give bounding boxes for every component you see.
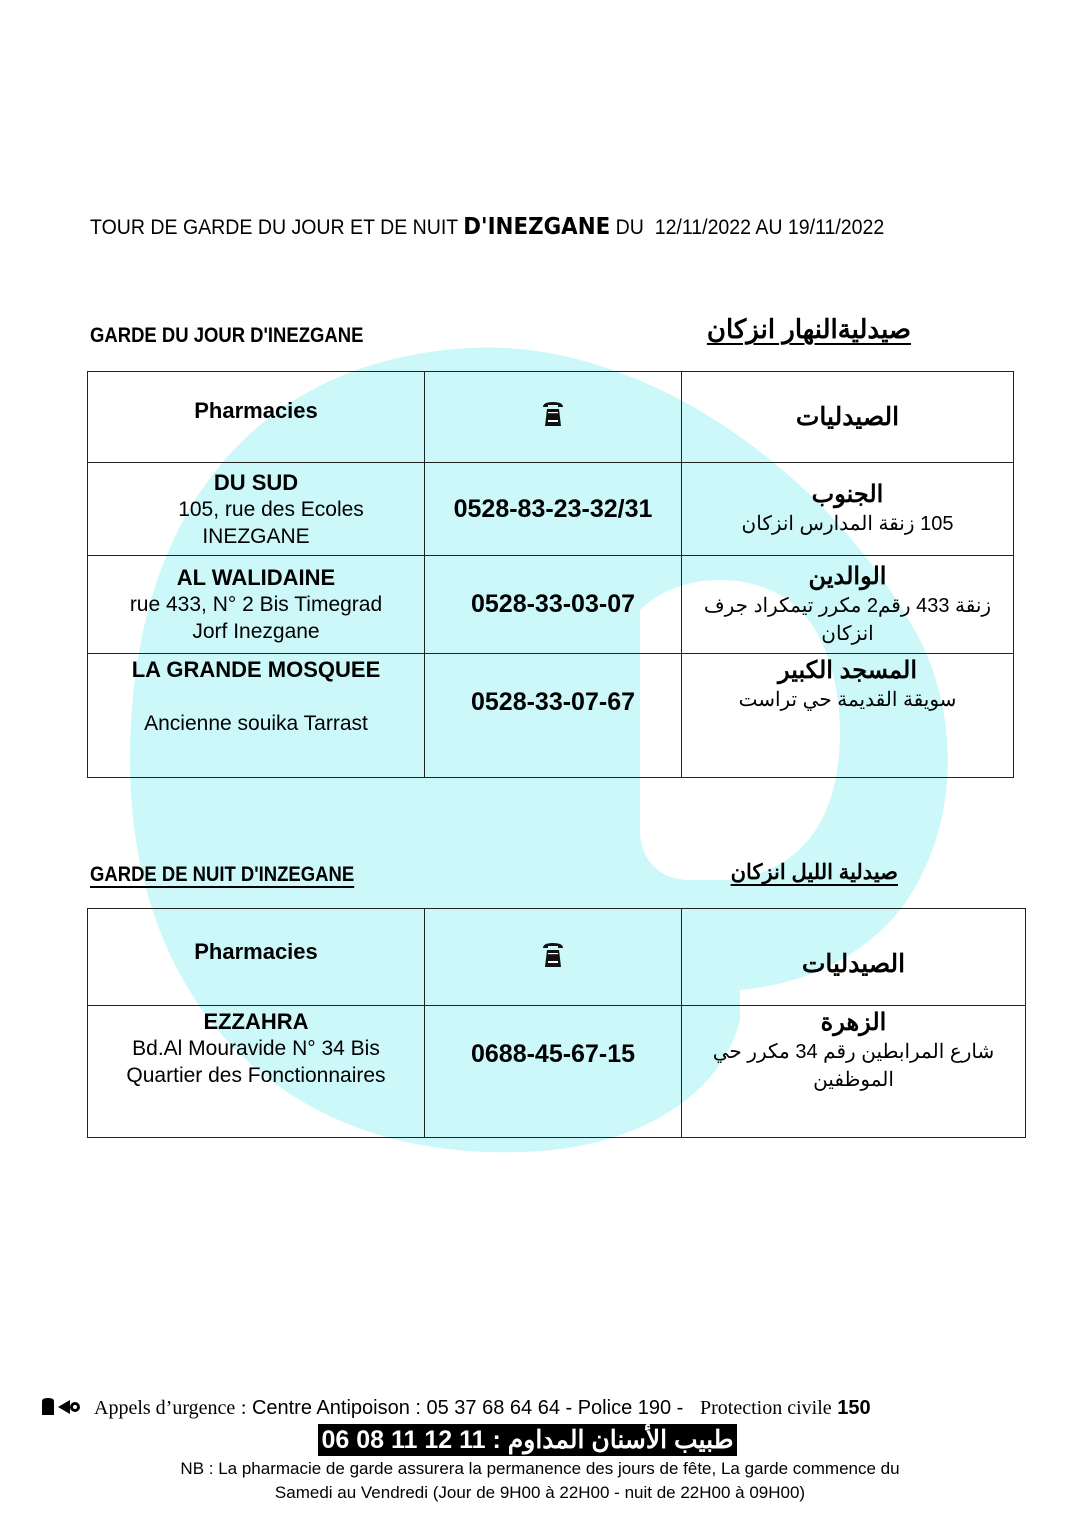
nb-note bbox=[60, 1457, 1020, 1505]
pharmacy-name-ar: الجنوب bbox=[811, 481, 884, 508]
col-header-pharmacies: Pharmacies bbox=[88, 372, 425, 463]
table-header-row bbox=[88, 372, 1014, 463]
pharmacy-cell-ar bbox=[682, 1006, 1026, 1138]
pharmacy-name-ar: الزهرة bbox=[820, 1009, 887, 1036]
pharmacy-cell-ar bbox=[682, 654, 1014, 778]
pharmacy-name-fr: LA GRANDE MOSQUEE bbox=[131, 657, 381, 682]
pharmacy-name-fr: EZZAHRA bbox=[203, 1009, 309, 1034]
nb-line-1: NB : La pharmacie de garde assurera la permanence des jours de fête, La garde commence du bbox=[180, 1459, 900, 1478]
pharmacy-address-fr: Quartier des Fonctionnaires bbox=[126, 1064, 386, 1087]
table-header-row bbox=[88, 909, 1026, 1006]
phone-cell bbox=[425, 654, 682, 778]
document-title bbox=[90, 214, 964, 240]
phone-megaphone-icon bbox=[40, 1397, 84, 1423]
dentist-banner: طبيب الأسنان المداوم : 11 12 11 08 06 bbox=[318, 1424, 737, 1456]
pharmacy-address-fr: rue 433, N° 2 Bis Timegrad bbox=[129, 593, 383, 616]
pharmacy-address-fr: INEZGANE bbox=[202, 524, 310, 548]
pharmacy-address-ar: سويقة القديمة حي تراست bbox=[738, 689, 957, 711]
protection-label: Protection civile bbox=[700, 1397, 832, 1419]
pharmacy-cell-fr bbox=[88, 556, 425, 654]
pharmacy-address-ar: 105 زنقة المدارس انزكان bbox=[741, 513, 954, 535]
pharmacy-cell-fr bbox=[88, 463, 425, 556]
title-prefix: TOUR DE GARDE DU JOUR ET DE NUIT bbox=[90, 216, 458, 239]
night-pharmacy-table bbox=[87, 908, 1026, 1138]
pharmacy-cell-ar bbox=[682, 556, 1014, 654]
day-pharmacy-table bbox=[87, 371, 1014, 778]
phone-cell bbox=[425, 1006, 682, 1138]
phone-cell bbox=[425, 463, 682, 556]
title-du: DU bbox=[615, 216, 644, 239]
pharmacy-phone[interactable]: 0528-83-23-32/31 bbox=[453, 494, 653, 523]
pharmacy-address-fr: Ancienne souika Tarrast bbox=[144, 712, 368, 735]
col-header-pharmacies-ar: الصيدليات bbox=[682, 909, 1026, 1006]
col-header-phone bbox=[425, 372, 682, 463]
pharmacy-address-fr: Bd.Al Mouravide N° 34 Bis bbox=[132, 1037, 380, 1060]
protection-number: 150 bbox=[837, 1397, 871, 1419]
antipoison-police: Centre Antipoison : 05 37 68 64 64 - Police 190 - bbox=[251, 1397, 684, 1419]
col-header-phone bbox=[425, 909, 682, 1006]
telephone-icon bbox=[541, 400, 565, 428]
pharmacy-address-fr: 105, rue des Ecoles bbox=[178, 497, 364, 521]
pharmacy-address-fr: Jorf Inezgane bbox=[192, 620, 320, 643]
pharmacy-address-ar: زنقة 433 رقم2 مكرر تيمكراد جرف انزكان bbox=[703, 594, 992, 645]
title-city: D'INEZGANE bbox=[463, 214, 611, 240]
emergency-line bbox=[40, 1397, 1040, 1423]
pharmacy-cell-fr bbox=[88, 1006, 425, 1138]
pharmacy-phone[interactable]: 0528-33-07-67 bbox=[470, 688, 635, 716]
emergency-label: Appels d’urgence bbox=[94, 1397, 236, 1419]
pharmacy-address-ar: شارع المرابطين رقم 34 مكرر حي الموظفين bbox=[712, 1041, 995, 1091]
col-header-pharmacies: Pharmacies bbox=[88, 909, 425, 1006]
day-heading-fr: GARDE DU JOUR D'INEZGANE bbox=[90, 324, 364, 347]
emergency-colon: : bbox=[240, 1397, 247, 1419]
phone-cell bbox=[425, 556, 682, 654]
pharmacy-name-fr: AL WALIDAINE bbox=[176, 565, 336, 590]
table-row bbox=[88, 556, 1014, 654]
night-heading-ar: صيدلية الليل انزكان bbox=[730, 861, 898, 884]
pharmacy-phone[interactable]: 0528-33-03-07 bbox=[470, 590, 635, 618]
pharmacy-name-ar: المسجد الكبير bbox=[778, 657, 917, 684]
telephone-icon bbox=[541, 941, 565, 969]
pharmacy-cell-ar bbox=[682, 463, 1014, 556]
nb-line-2: Samedi au Vendredi (Jour de 9H00 à 22H00 - nuit de 22H00 à 09H00) bbox=[274, 1483, 806, 1502]
pharmacy-cell-fr bbox=[88, 654, 425, 778]
pharmacy-phone[interactable]: 0688-45-67-15 bbox=[470, 1040, 635, 1068]
col-header-pharmacies-ar: الصيدليات bbox=[682, 372, 1014, 463]
table-row bbox=[88, 1006, 1026, 1138]
title-period: 12/11/2022 AU 19/11/2022 bbox=[654, 216, 885, 239]
table-row bbox=[88, 463, 1014, 556]
day-heading-ar: صيدليةالنهار انزكان bbox=[706, 314, 911, 344]
table-row bbox=[88, 654, 1014, 778]
pharmacy-name-fr: DU SUD bbox=[213, 469, 299, 495]
pharmacy-name-ar: الوالدين bbox=[808, 562, 887, 590]
night-heading-fr: GARDE DE NUIT D'INZEGANE bbox=[90, 863, 355, 886]
